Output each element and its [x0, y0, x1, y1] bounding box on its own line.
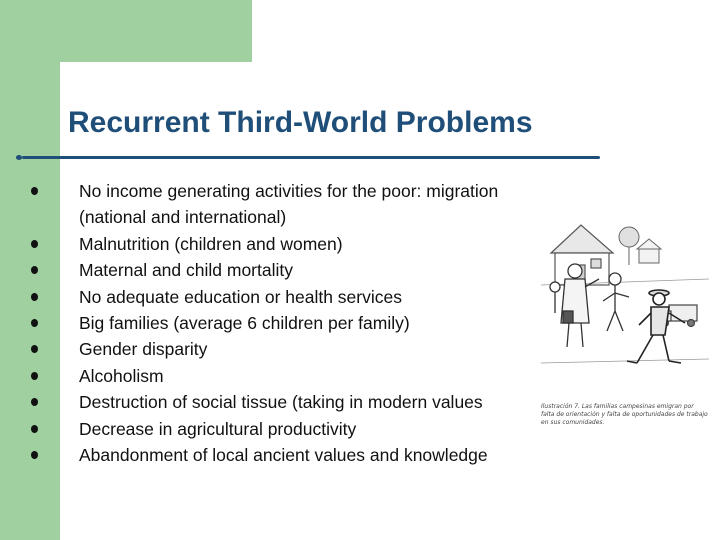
bullet-icon — [31, 319, 38, 327]
bullet-text: Big families (average 6 children per family) — [79, 313, 410, 334]
bullet-icon — [31, 425, 38, 433]
bullet-text: Abandonment of local ancient values and knowledge — [79, 445, 488, 466]
bullet-text-continued: (national and international) — [79, 207, 287, 228]
bullet-item — [0, 310, 579, 336]
bullet-item — [0, 284, 579, 310]
bullet-item — [0, 389, 579, 415]
bullet-item — [0, 442, 579, 468]
migration-illustration — [541, 213, 709, 435]
bullet-icon — [31, 451, 38, 459]
green-top-band — [0, 0, 252, 62]
bullet-text: Malnutrition (children and women) — [79, 233, 343, 254]
illustration-caption: Ilustración 7. Las familias campesinas emigran por falta de orientación y falta de oportunidades de trabajo en sus comunidades. — [541, 403, 708, 426]
bullet-item — [0, 231, 579, 257]
bullet-text: Alcoholism — [79, 365, 164, 386]
bullet-text: No income generating activities for the poor: migration — [79, 181, 499, 201]
bullet-icon — [31, 266, 38, 274]
bullet-icon — [31, 240, 38, 248]
bullet-item — [0, 363, 579, 389]
bullet-text: Maternal and child mortality — [79, 260, 293, 281]
bullet-text: Decrease in agricultural productivity — [79, 418, 357, 439]
bullet-item — [0, 178, 579, 231]
bullet-text: No adequate education or health services — [79, 286, 402, 307]
bullet-text: Destruction of social tissue (taking in modern values — [79, 392, 483, 413]
bullet-item — [0, 416, 579, 442]
slide-title: Recurrent Third-World Problems — [68, 106, 533, 139]
bullet-item — [0, 257, 579, 283]
bullet-item — [0, 336, 579, 362]
title-underline — [22, 156, 600, 159]
bullet-icon — [31, 345, 38, 353]
bullet-icon — [31, 398, 38, 406]
bullet-icon — [31, 293, 38, 301]
bullet-icon — [31, 372, 38, 380]
bullet-icon — [31, 187, 38, 195]
bullet-text: Gender disparity — [79, 339, 208, 360]
migration-drawing — [541, 213, 709, 403]
